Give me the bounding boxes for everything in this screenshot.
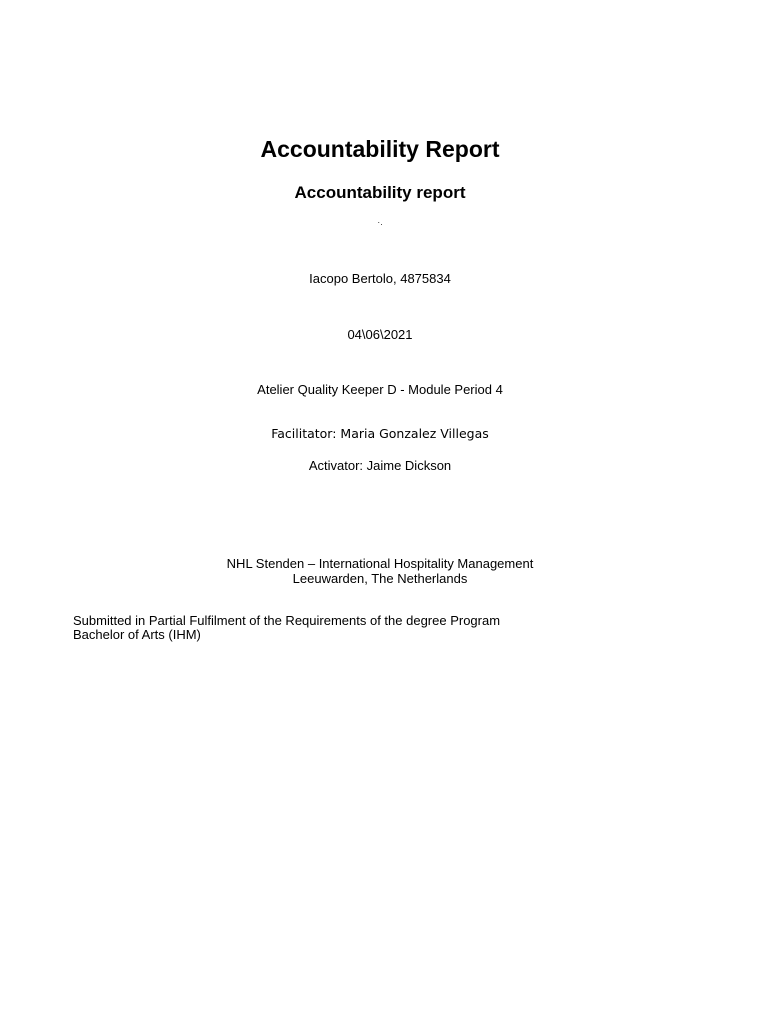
institution-line: NHL Stenden – International Hospitality Management — [226, 556, 534, 571]
course-line: Atelier Quality Keeper D - Module Period 4 — [257, 382, 503, 397]
facilitator-line: Facilitator: Maria Gonzalez Villegas — [271, 426, 489, 441]
document-subtitle: Accountability report — [294, 183, 466, 202]
location-line: Leeuwarden, The Netherlands — [292, 571, 468, 586]
degree-line: Bachelor of Arts (IHM) — [73, 627, 201, 642]
author-line: Iacopo Bertolo, 4875834 — [309, 271, 451, 286]
date-line: 04\06\2021 — [347, 327, 413, 342]
activator-line: Activator: Jaime Dickson — [308, 458, 452, 473]
document-title: Accountability Report — [260, 136, 500, 162]
separator-marks: ·. — [377, 217, 383, 227]
submission-statement: Submitted in Partial Fulfilment of the Requirements of the degree Program — [73, 613, 501, 628]
